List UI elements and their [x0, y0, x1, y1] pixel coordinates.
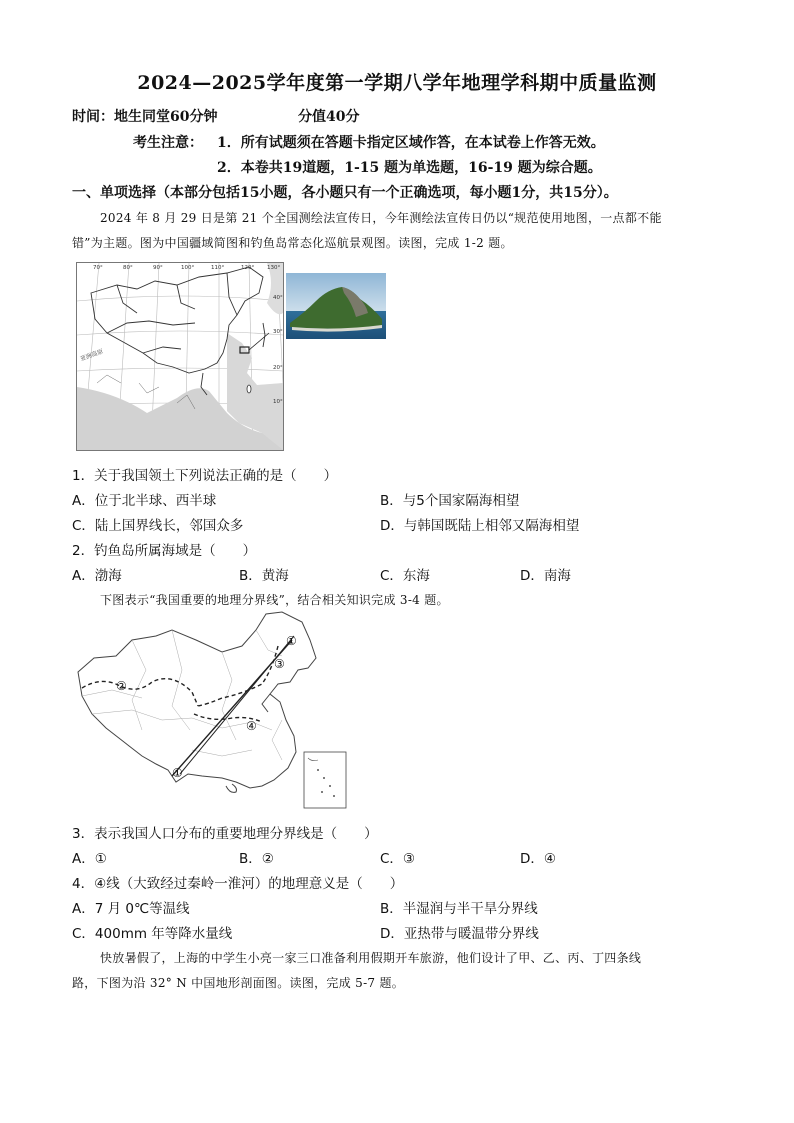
lat-label: 40°: [273, 295, 283, 301]
q1-option-a: A．位于北半球、西半球: [72, 493, 217, 509]
lon-label: 90°: [153, 265, 163, 271]
intro-trip-line-2: 路，下图为沿 32° N 中国地形剖面图。读图，完成 5-7 题。: [72, 976, 405, 990]
boundary-marker-2: ②: [116, 679, 127, 693]
boundary-marker-1: ①: [286, 634, 297, 648]
lat-label: 20°: [273, 365, 283, 371]
lon-label: 110°: [211, 265, 225, 271]
question-4-stem: 4．④线（大致经过秦岭一淮河）的地理意义是（ ）: [72, 876, 404, 892]
notice-line-2: 2．本卷共19道题，1-15 题为单选题，16-19 题为综合题。: [217, 160, 602, 176]
intro-geography-lines: 下图表示“我国重要的地理分界线”，结合相关知识完成 3-4 题。: [100, 593, 449, 607]
q3-option-c: C．③: [380, 851, 416, 867]
q1-option-b: B．与5个国家隔海相望: [380, 493, 520, 509]
q2-option-b: B．黄海: [239, 568, 289, 584]
q3-option-d: D．④: [520, 851, 556, 867]
exam-time: 时间：地生同堂60分钟: [72, 109, 218, 125]
boundary-marker-4: ④: [246, 719, 257, 733]
q4-option-b: B．半湿润与半干旱分界线: [380, 901, 538, 917]
intro-line-1: 2024 年 8 月 29 日是第 21 个全国测绘法宣传日，今年测绘法宣传日仍以“规范使用地图，一点都不能: [100, 211, 662, 225]
lon-label: 120°: [241, 265, 255, 271]
page-title: 2024—2025学年度第一学期八学年地理学科期中质量监测: [137, 72, 657, 94]
q2-option-d: D．南海: [520, 568, 571, 584]
q2-option-a: A．渤海: [72, 568, 122, 584]
q4-option-d: D．亚热带与暖温带分界线: [380, 926, 539, 942]
q1-option-c: C．陆上国界线长，邻国众多: [72, 518, 244, 534]
lat-label: 30°: [273, 329, 283, 335]
q1-option-d: D．与韩国既陆上相邻又隔海相望: [380, 518, 580, 534]
china-territory-map: [76, 262, 284, 451]
lon-label: 130°: [267, 265, 281, 271]
lon-label: 70°: [93, 265, 103, 271]
lon-label: 100°: [181, 265, 195, 271]
q3-option-a: A．①: [72, 851, 107, 867]
section-heading: 一、单项选择（本部分包括15小题，各小题只有一个正确选项，每小题1分，共15分）。: [72, 185, 618, 201]
boundary-marker-1-south: ①: [172, 766, 183, 780]
exam-score: 分值40分: [298, 109, 360, 125]
intro-trip-line-1: 快放暑假了，上海的中学生小亮一家三口准备利用假期开车旅游，他们设计了甲、乙、丙、丁四条线: [100, 951, 642, 965]
q2-option-c: C．东海: [380, 568, 430, 584]
lat-label: 10°: [273, 399, 283, 405]
boundary-lines-map: [72, 610, 357, 810]
notice-label: 考生注意：: [133, 135, 203, 151]
q4-option-c: C．400mm 年等降水量线: [72, 926, 233, 942]
svg-text:亚洲高原: 亚洲高原: [79, 348, 105, 363]
diaoyu-island-photo: [286, 273, 386, 339]
question-3-stem: 3．表示我国人口分布的重要地理分界线是（ ）: [72, 826, 378, 842]
question-2-stem: 2．钓鱼岛所属海域是（ ）: [72, 543, 257, 559]
lon-label: 80°: [123, 265, 133, 271]
q3-option-b: B．②: [239, 851, 274, 867]
boundary-marker-3: ③: [274, 657, 285, 671]
notice-line-1: 1．所有试题须在答题卡指定区域作答，在本试卷上作答无效。: [217, 135, 605, 151]
intro-line-2: 错”为主题。图为中国疆域简图和钓鱼岛常态化巡航景观图。读图，完成 1-2 题。: [72, 236, 513, 250]
q4-option-a: A．7 月 0℃等温线: [72, 901, 190, 917]
question-1-stem: 1．关于我国领土下列说法正确的是（ ）: [72, 468, 338, 484]
